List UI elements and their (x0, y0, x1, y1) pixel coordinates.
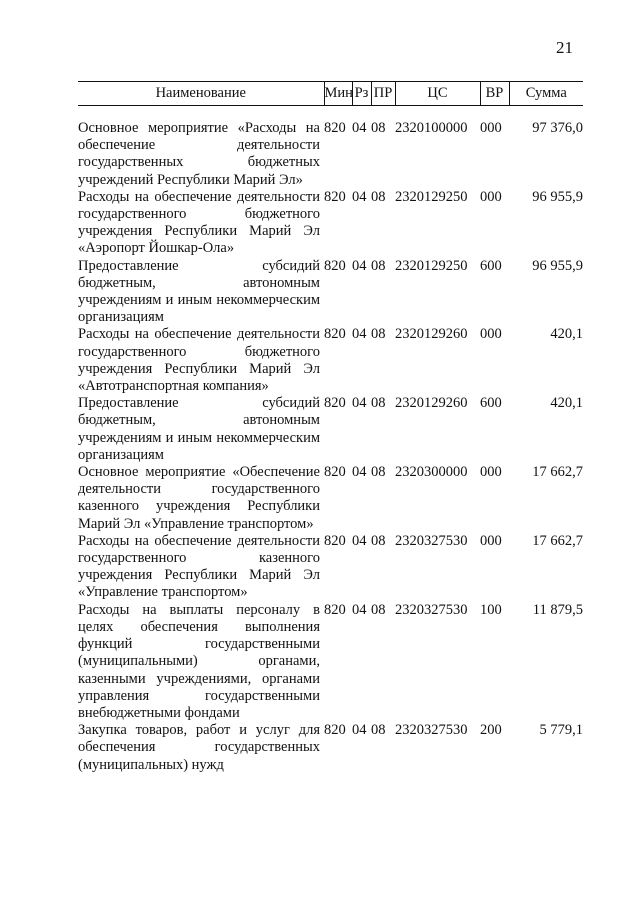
cell-cs: 2320129250 (395, 257, 468, 274)
cell-sum: 5 779,1 (539, 722, 583, 739)
cell-pr: 08 (371, 601, 386, 618)
header-vr: ВР (480, 82, 509, 106)
cell-rz: 04 (352, 722, 367, 739)
table-row (78, 258, 583, 327)
cell-pr: 08 (371, 722, 386, 739)
cell-pr: 08 (371, 257, 386, 274)
cell-vr: 100 (480, 601, 502, 618)
cell-sum: 420,1 (550, 326, 583, 343)
cell-name: Основное мероприятие «Обеспечение деятельности государственного казенного учреждения Республики Марий Эл «Управление транспортом» (78, 464, 320, 532)
cell-min: 820 (324, 601, 346, 618)
cell-sum: 97 376,0 (532, 120, 583, 136)
cell-rz: 04 (352, 601, 367, 618)
cell-min: 820 (324, 120, 346, 136)
cell-vr: 000 (480, 188, 502, 205)
cell-cs: 2320327530 (395, 722, 468, 739)
header-min: Мин (324, 82, 352, 106)
cell-name: Предоставление субсидий бюджетным, автономным учреждениям и иным некоммерческим организациям (78, 257, 320, 326)
cell-vr: 000 (480, 464, 502, 481)
cell-cs: 2320129260 (395, 326, 468, 343)
cell-min: 820 (324, 464, 346, 481)
cell-cs: 2320327530 (395, 601, 468, 618)
cell-sum: 96 955,9 (532, 188, 583, 205)
cell-sum: 96 955,9 (532, 257, 583, 274)
cell-cs: 2320129250 (395, 188, 468, 205)
header-rz: Рз (352, 82, 371, 106)
table-row (78, 326, 583, 395)
cell-pr: 08 (371, 188, 386, 205)
page-number: 21 (556, 38, 573, 57)
header-cs: ЦС (395, 82, 480, 106)
table-body (78, 106, 583, 774)
cell-name: Расходы на обеспечение деятельности государственного казенного учреждения Республики Марий Эл «Управление транспортом» (78, 532, 320, 601)
cell-cs: 2320100000 (395, 120, 468, 136)
cell-cs: 2320327530 (395, 532, 468, 549)
cell-sum: 17 662,7 (532, 464, 583, 481)
cell-vr: 200 (480, 722, 502, 739)
cell-pr: 08 (371, 120, 386, 136)
cell-vr: 000 (480, 326, 502, 343)
cell-name: Расходы на обеспечение деятельности государственного бюджетного учреждения Республики Марий Эл «Аэропорт Йошкар-Ола» (78, 188, 320, 257)
cell-rz: 04 (352, 532, 367, 549)
cell-min: 820 (324, 188, 346, 205)
cell-rz: 04 (352, 257, 367, 274)
cell-name: Расходы на выплаты персоналу в целях обеспечения выполнения функций государственными (муниципальными) органами, казенными учреждениями, органами управления государственными внебюджетными фондами (78, 601, 320, 721)
cell-rz: 04 (352, 188, 367, 205)
cell-sum: 11 879,5 (532, 601, 583, 618)
cell-name: Предоставление субсидий бюджетным, автономным учреждениям и иным некоммерческим организациям (78, 395, 320, 463)
cell-rz: 04 (352, 326, 367, 343)
table-row (78, 722, 583, 774)
cell-vr: 000 (480, 120, 502, 136)
header-pr: ПР (371, 82, 395, 106)
table-row (78, 120, 583, 189)
cell-min: 820 (324, 326, 346, 343)
cell-sum: 17 662,7 (532, 532, 583, 549)
table-row (78, 395, 583, 464)
cell-min: 820 (324, 722, 346, 739)
header-sum: Сумма (509, 82, 583, 106)
cell-pr: 08 (371, 395, 386, 412)
cell-sum: 420,1 (550, 395, 583, 412)
cell-min: 820 (324, 395, 346, 412)
header-name: Наименование (78, 82, 324, 106)
cell-rz: 04 (352, 395, 367, 412)
cell-cs: 2320129260 (395, 395, 468, 412)
table-header-row (78, 82, 583, 106)
cell-min: 820 (324, 532, 346, 549)
cell-name: Основное мероприятие «Расходы на обеспечение деятельности государственных бюджетных учреждений Республики Марий Эл» (78, 120, 320, 188)
cell-pr: 08 (371, 464, 386, 481)
cell-cs: 2320300000 (395, 464, 468, 481)
cell-name: Расходы на обеспечение деятельности государственного бюджетного учреждения Республики Марий Эл «Автотранспортная компания» (78, 326, 320, 395)
cell-rz: 04 (352, 120, 367, 136)
cell-pr: 08 (371, 326, 386, 343)
cell-vr: 000 (480, 532, 502, 549)
table-row (78, 602, 583, 722)
cell-pr: 08 (371, 532, 386, 549)
cell-rz: 04 (352, 464, 367, 481)
cell-vr: 600 (480, 395, 502, 412)
cell-name: Закупка товаров, работ и услуг для обеспечения государственных (муниципальных) нужд (78, 722, 320, 773)
table-row (78, 464, 583, 533)
cell-min: 820 (324, 257, 346, 274)
budget-table (78, 81, 583, 774)
table-row (78, 189, 583, 258)
cell-vr: 600 (480, 257, 502, 274)
table-row (78, 533, 583, 602)
